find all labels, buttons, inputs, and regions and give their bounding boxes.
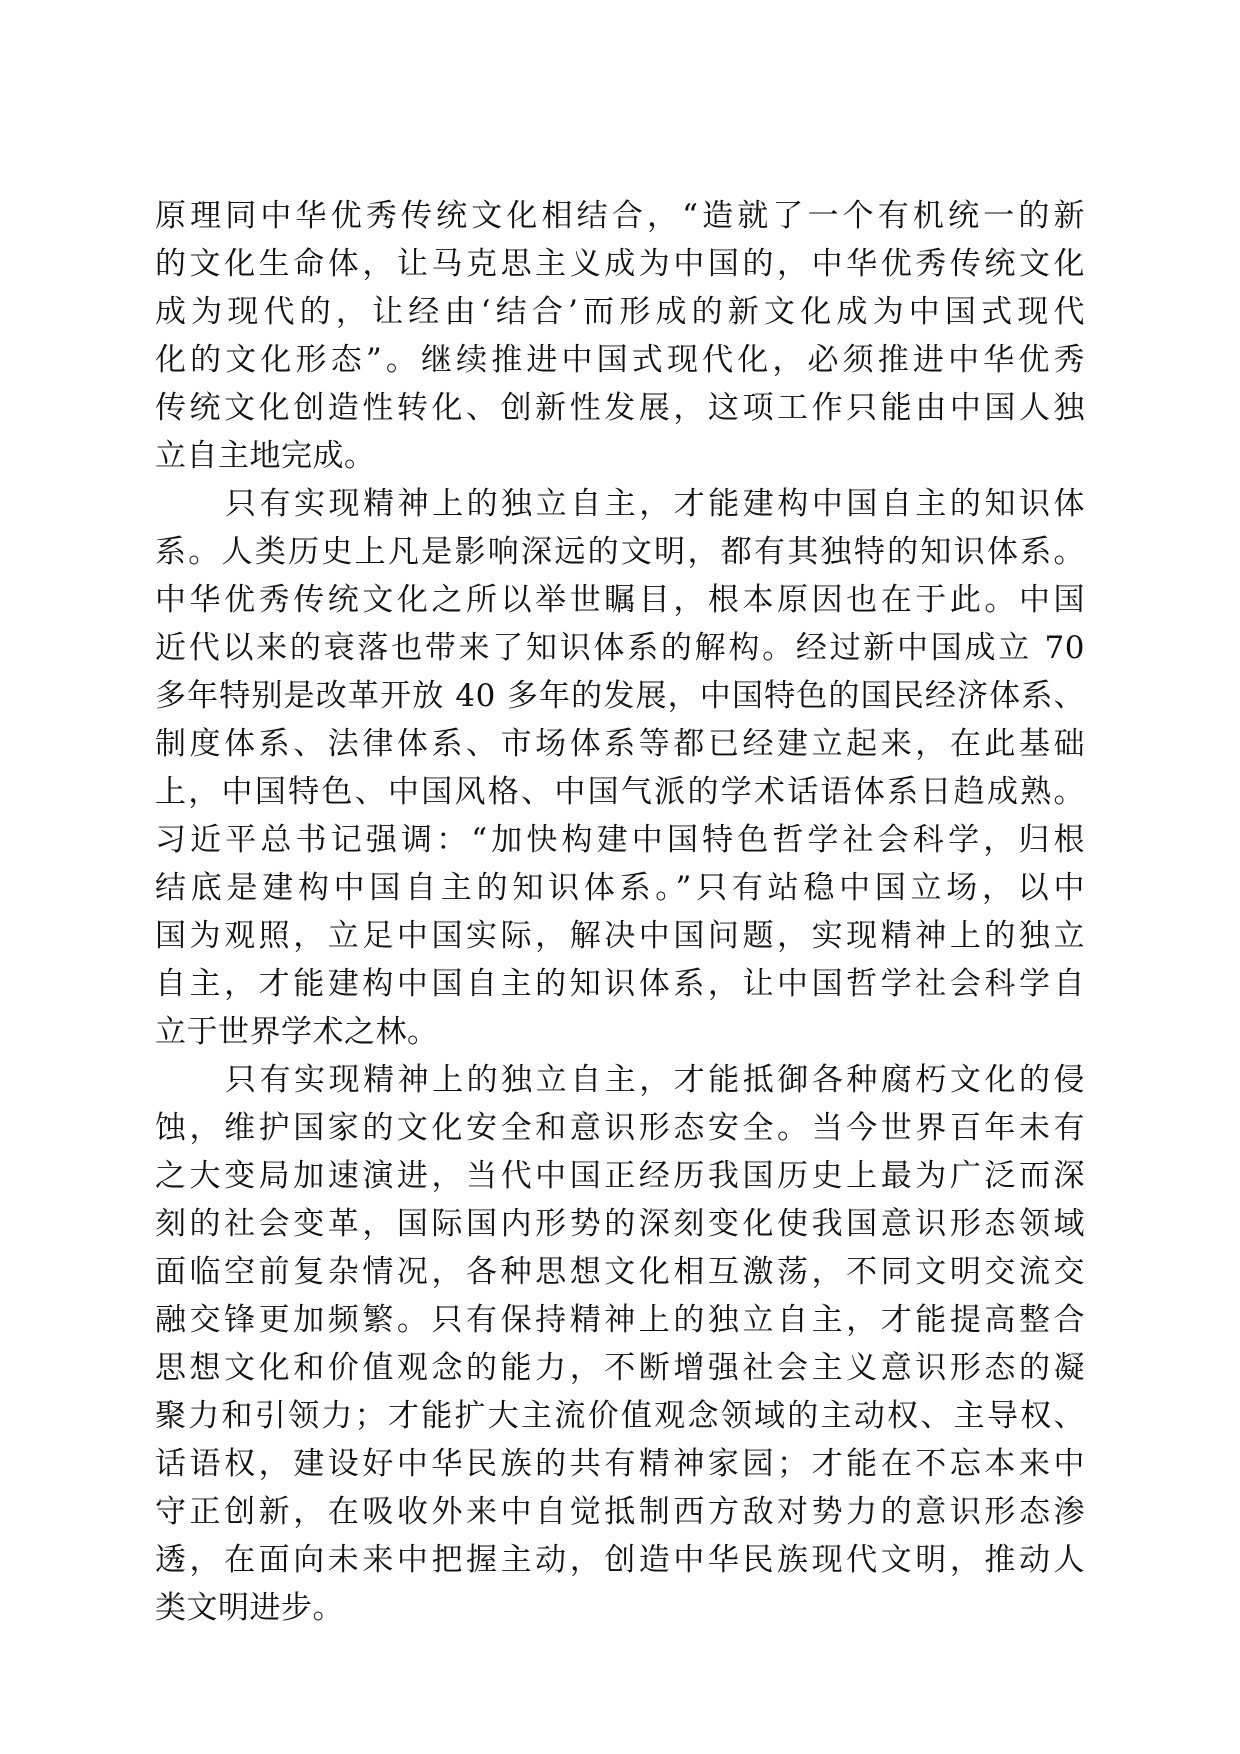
text-line: 立于世界学术之林。 <box>155 1014 439 1050</box>
text-line: 只有实现精神上的独立自主，才能建构中国自主的知识体 <box>225 486 1085 522</box>
document-body <box>155 192 1085 1632</box>
text-line: 自主，才能建构中国自主的知识体系，让中国哲学社会科学自 <box>155 966 1085 1002</box>
text-line: 传统文化创造性转化、创新性发展，这项工作只能由中国人独 <box>155 390 1085 426</box>
text-line: 思想文化和价值观念的能力，不断增强社会主义意识形态的凝 <box>155 1350 1085 1386</box>
text-line: 国为观照，立足中国实际，解决中国问题，实现精神上的独立 <box>155 918 1085 954</box>
text-line: 话语权，建设好中华民族的共有精神家园；才能在不忘本来中 <box>155 1446 1085 1482</box>
text-line: 系。人类历史上凡是影响深远的文明，都有其独特的知识体系。 <box>155 534 1085 570</box>
text-line: 透，在面向未来中把握主动，创造中华民族现代文明，推动人 <box>155 1542 1085 1578</box>
text-line: 中华优秀传统文化之所以举世瞩目，根本原因也在于此。中国 <box>155 582 1085 618</box>
text-line: 只有实现精神上的独立自主，才能抵御各种腐朽文化的侵 <box>225 1062 1085 1098</box>
text-line: 刻的社会变革，国际国内形势的深刻变化使我国意识形态领域 <box>155 1206 1085 1242</box>
text-line: 化的文化形态”。继续推进中国式现代化，必须推进中华优秀 <box>155 342 1085 378</box>
text-line: 习近平总书记强调：“加快构建中国特色哲学社会科学，归根 <box>155 822 1085 858</box>
text-line: 近代以来的衰落也带来了知识体系的解构。经过新中国成立 70 <box>155 630 1085 666</box>
text-line: 成为现代的，让经由‘结合’而形成的新文化成为中国式现代 <box>155 294 1085 330</box>
text-line: 守正创新，在吸收外来中自觉抵制西方敌对势力的意识形态渗 <box>155 1494 1085 1530</box>
text-line: 蚀，维护国家的文化安全和意识形态安全。当今世界百年未有 <box>155 1110 1085 1146</box>
text-line: 聚力和引领力；才能扩大主流价值观念领域的主动权、主导权、 <box>155 1398 1085 1434</box>
text-line: 之大变局加速演进，当代中国正经历我国历史上最为广泛而深 <box>155 1158 1085 1194</box>
text-line: 制度体系、法律体系、市场体系等都已经建立起来，在此基础 <box>155 726 1085 762</box>
text-line: 原理同中华优秀传统文化相结合，“造就了一个有机统一的新 <box>155 198 1085 234</box>
text-line: 融交锋更加频繁。只有保持精神上的独立自主，才能提高整合 <box>155 1302 1085 1338</box>
text-line: 类文明进步。 <box>155 1590 344 1626</box>
text-line: 上，中国特色、中国风格、中国气派的学术话语体系日趋成熟。 <box>155 774 1085 810</box>
text-line: 结底是建构中国自主的知识体系。”只有站稳中国立场，以中 <box>155 870 1085 906</box>
text-line: 立自主地完成。 <box>155 438 376 474</box>
text-line: 面临空前复杂情况，各种思想文化相互激荡，不同文明交流交 <box>155 1254 1085 1290</box>
text-line: 的文化生命体，让马克思主义成为中国的，中华优秀传统文化 <box>155 246 1085 282</box>
text-line: 多年特别是改革开放 40 多年的发展，中国特色的国民经济体系、 <box>155 678 1085 714</box>
